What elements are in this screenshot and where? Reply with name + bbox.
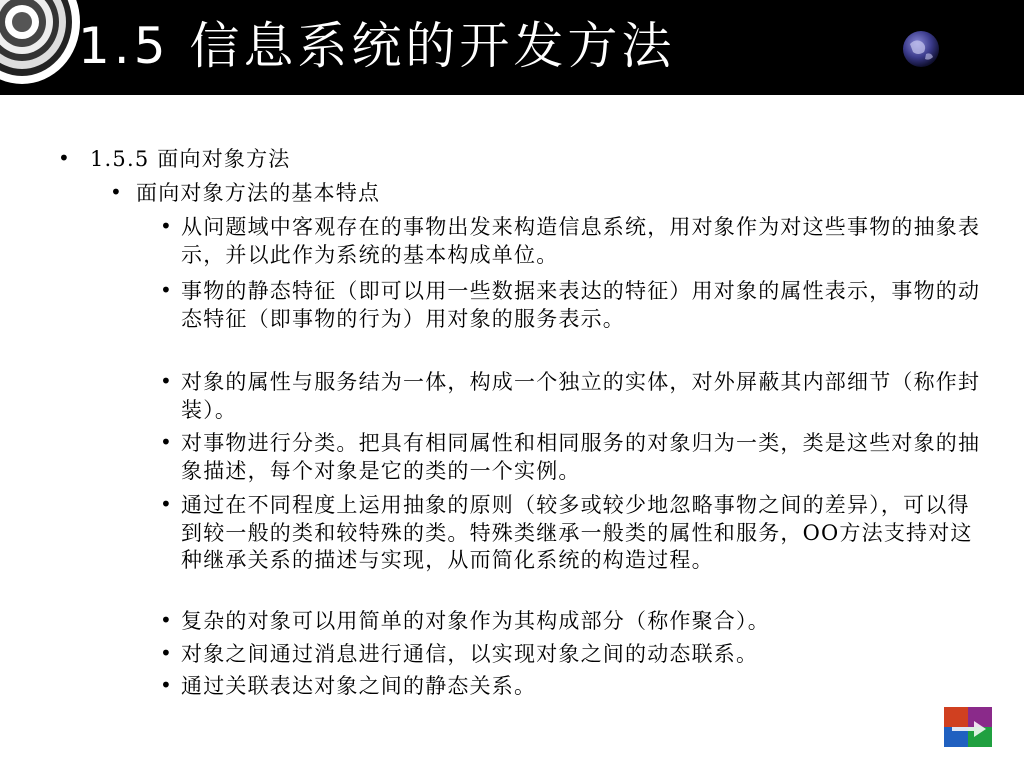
bullet-icon: • — [160, 214, 172, 238]
slide-title: 1.5 信息系统的开发方法 — [78, 17, 676, 75]
bullet-icon: • — [110, 180, 122, 204]
list-item: 对象的属性与服务结为一体，构成一个独立的实体，对外屏蔽其内部细节（称作封装）。 — [181, 370, 981, 422]
subsection-heading: 面向对象方法的基本特点 — [136, 181, 381, 205]
bullet-icon: • — [160, 430, 172, 454]
list-item: 通过在不同程度上运用抽象的原则（较多或较少地忽略事物之间的差异），可以得到较一般的类和较特殊的类。特殊类继承一般类的属性和服务，OO方法支持对这种继承关系的描述与实现，从而简化系统的构造过程。 — [181, 493, 973, 572]
bullet-icon: • — [160, 369, 172, 393]
list-item: 从问题域中客观存在的事物出发来构造信息系统，用对象作为对这些事物的抽象表示，并以此作为系统的基本构成单位。 — [181, 215, 981, 267]
bullet-icon: • — [58, 146, 70, 170]
title-bar — [0, 0, 1024, 95]
list-item: 对象之间通过消息进行通信，以实现对象之间的动态联系。 — [181, 642, 759, 666]
bullet-icon: • — [160, 608, 172, 632]
globe-icon — [900, 28, 942, 70]
bullet-icon: • — [160, 278, 172, 302]
list-item: 事物的静态特征（即可以用一些数据来表达的特征）用对象的属性表示，事物的动态特征（即事物的行为）用对象的服务表示。 — [181, 279, 981, 331]
bullet-icon: • — [160, 641, 172, 665]
list-item: 通过关联表达对象之间的静态关系。 — [181, 674, 537, 698]
swirl-decoration-icon — [0, 0, 80, 95]
bullet-icon: • — [160, 673, 172, 697]
section-heading: 1.5.5 面向对象方法 — [90, 147, 291, 171]
logo-icon — [944, 707, 992, 747]
bullet-icon: • — [160, 492, 172, 516]
list-item: 对事物进行分类。把具有相同属性和相同服务的对象归为一类，类是这些对象的抽象描述，每个对象是它的类的一个实例。 — [181, 431, 981, 483]
list-item: 复杂的对象可以用简单的对象作为其构成部分（称作聚合）。 — [181, 609, 770, 633]
